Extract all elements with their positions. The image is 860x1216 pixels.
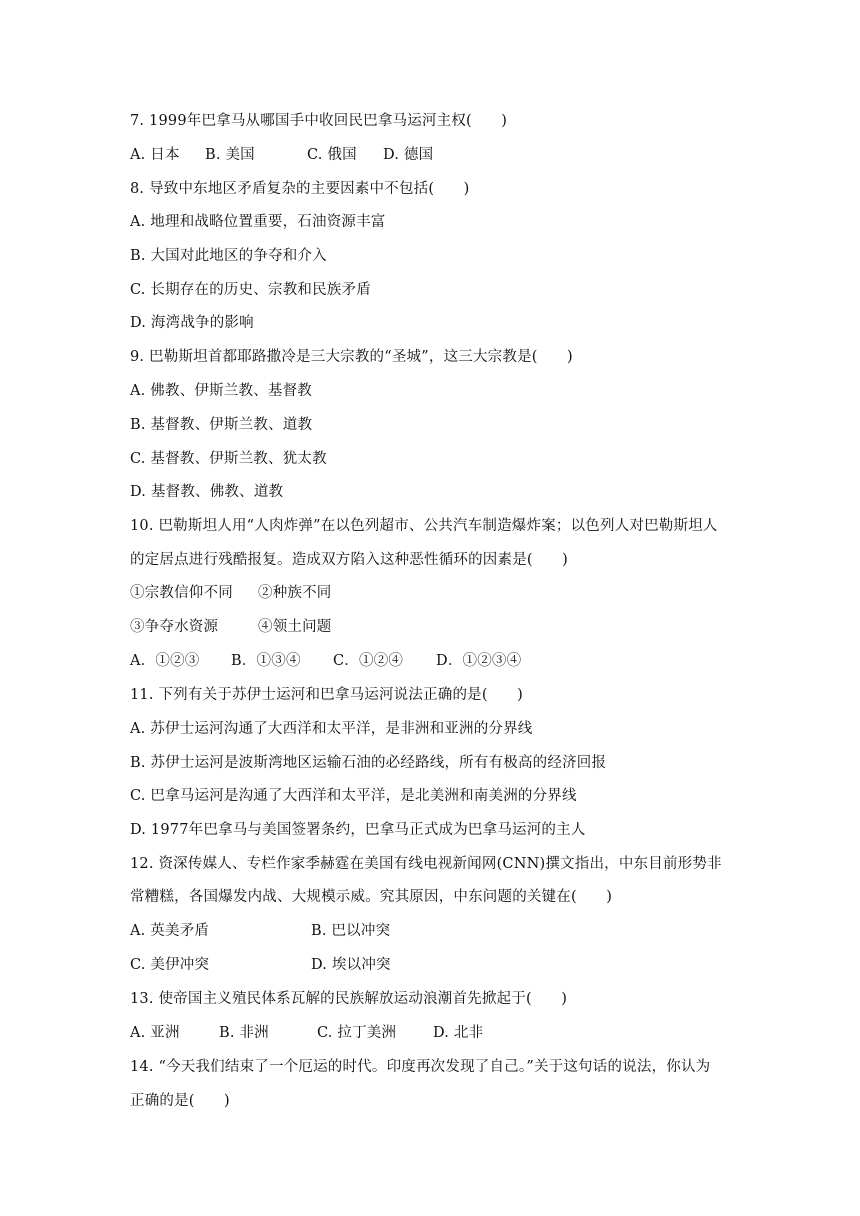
option-d: D. 德国 [383,147,434,163]
option-a: A. 日本 [130,147,180,163]
question-12-stem-line-1: 12. 资深传媒人、专栏作家季赫霆在美国有线电视新闻网(CNN)撰文指出，中东目前形势非 [130,856,722,872]
question-13-options [130,1024,740,1042]
option-c: C. 拉丁美洲 [317,1025,397,1041]
question-10-statements-1 [130,584,740,602]
question-9-stem: 9. 巴勒斯坦首都耶路撒冷是三大宗教的“圣城”，这三大宗教是( ) [130,349,573,365]
question-10-stem-line-1: 10. 巴勒斯坦人用“人肉炸弹”在以色列超市、公共汽车制造爆炸案；以色列人对巴勒斯坦人 [130,518,718,534]
statement-1: ①宗教信仰不同 [130,585,233,601]
option-b: B. 巴以冲突 [311,923,391,939]
question-8-option-c: C. 长期存在的历史、宗教和民族矛盾 [130,282,371,298]
option-a: A. 亚洲 [130,1025,180,1041]
statement-3: ③争夺水资源 [130,619,219,635]
question-8-stem: 8. 导致中东地区矛盾复杂的主要因素中不包括( ) [130,181,470,197]
question-12-options-1 [130,922,740,940]
option-b: B．①③④ [231,653,301,669]
question-11-option-a: A. 苏伊士运河沟通了大西洋和太平洋，是非洲和亚洲的分界线 [130,721,533,737]
option-b: B. 非洲 [219,1025,269,1041]
question-9-option-a: A. 佛教、伊斯兰教、基督教 [130,383,312,399]
option-b: B. 美国 [205,147,255,163]
question-10-options [130,652,740,670]
question-14-stem-line-2: 正确的是( ) [130,1093,230,1109]
statement-2: ②种族不同 [258,585,332,601]
question-7-options [130,146,740,164]
question-8-option-d: D. 海湾战争的影响 [130,315,254,331]
question-11-stem: 11. 下列有关于苏伊士运河和巴拿马运河说法正确的是( ) [130,687,523,703]
option-d: D. 北非 [433,1025,484,1041]
question-9-option-d: D. 基督教、佛教、道教 [130,484,284,500]
question-10-stem-line-2: 的定居点进行残酷报复。造成双方陷入这种恶性循环的因素是( ) [130,552,569,568]
question-9-option-b: B. 基督教、伊斯兰教、道教 [130,417,313,433]
question-9-option-c: C. 基督教、伊斯兰教、犹太教 [130,451,327,467]
question-12-stem-line-2: 常糟糕，各国爆发内战、大规模示威。究其原因，中东问题的关键在( ) [130,889,613,905]
question-14-stem-line-1: 14. “今天我们结束了一个厄运的时代。印度再次发现了自己。”关于这句话的说法，你认为 [130,1059,711,1075]
option-a: A. 英美矛盾 [130,923,210,939]
question-11-option-c: C. 巴拿马运河是沟通了大西洋和太平洋，是北美洲和南美洲的分界线 [130,788,577,804]
question-10-statements-2 [130,618,740,636]
question-13-stem: 13. 使帝国主义殖民体系瓦解的民族解放运动浪潮首先掀起于( ) [130,991,568,1007]
option-d: D．①②③④ [436,653,522,669]
option-c: C. 美伊冲突 [130,957,210,973]
question-11-option-b: B. 苏伊士运河是波斯湾地区运输石油的必经路线，所有有极高的经济回报 [130,755,607,771]
option-d: D. 埃以冲突 [311,957,391,973]
question-8-option-a: A. 地理和战略位置重要，石油资源丰富 [130,214,386,230]
statement-4: ④领土问题 [258,619,332,635]
option-c: C．①②④ [333,653,404,669]
option-c: C. 俄国 [307,147,357,163]
question-12-options-2 [130,956,740,974]
option-a: A．①②③ [130,653,200,669]
question-8-option-b: B. 大国对此地区的争夺和介入 [130,248,327,264]
question-7-stem: 7. 1999年巴拿马从哪国手中收回民巴拿马运河主权( ) [130,113,508,129]
question-11-option-d: D. 1977年巴拿马与美国签署条约，巴拿马正式成为巴拿马运河的主人 [130,822,586,838]
